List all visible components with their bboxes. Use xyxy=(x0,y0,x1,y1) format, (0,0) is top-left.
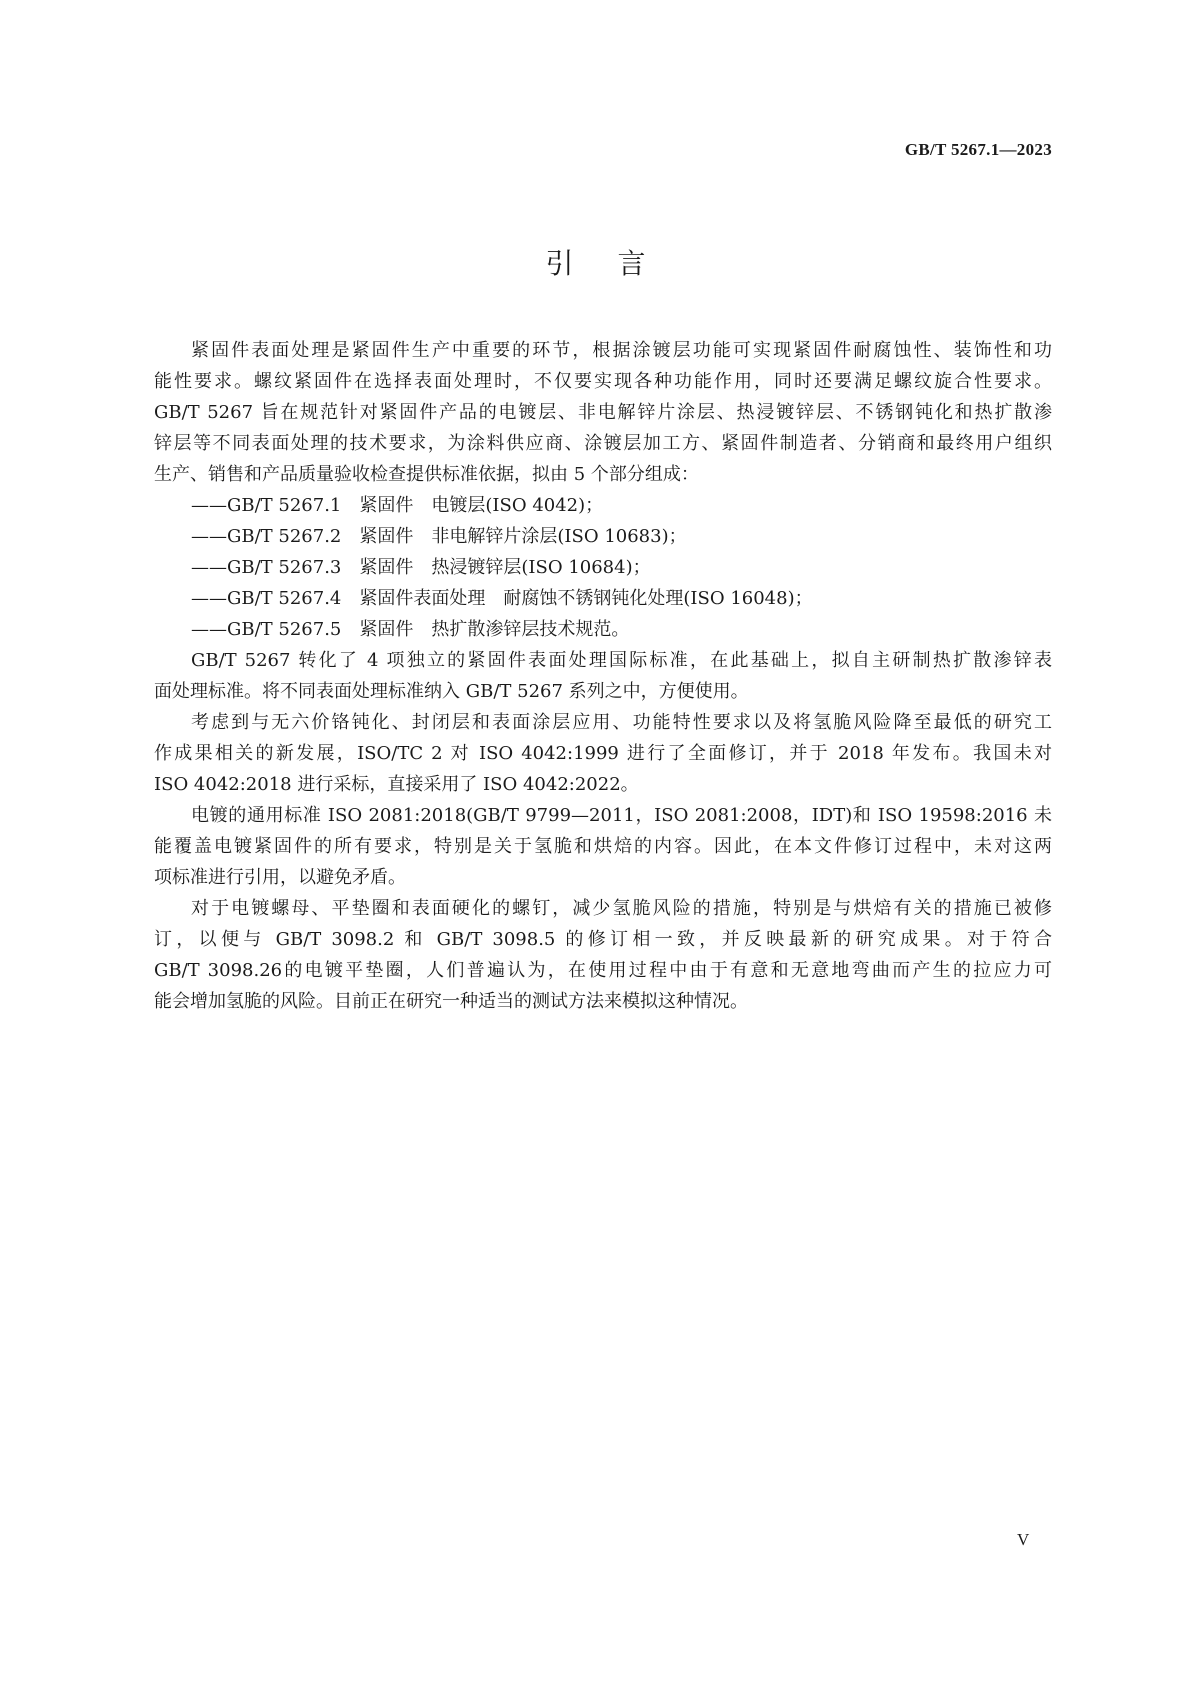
text-line: 订，以便与 GB/T 3098.2 和 GB/T 3098.5 的修订相一致，并反映最新的研究成果。对于符合 xyxy=(154,929,1052,950)
paragraph-revision xyxy=(154,707,1052,800)
intro-paragraph xyxy=(154,335,1052,490)
text-line: 对于电镀螺母、平垫圈和表面硬化的螺钉，减少氢脆风险的措施，特别是与烘焙有关的措施已被修 xyxy=(191,898,1052,919)
paragraph-conversion xyxy=(154,645,1052,707)
text-line: 作成果相关的新发展，ISO/TC 2 对 ISO 4042:1999 进行了全面修订，并于 2018 年发布。我国未对 xyxy=(154,743,1052,764)
text-line: 面处理标准。将不同表面处理标准纳入 GB/T 5267 系列之中，方便使用。 xyxy=(154,681,749,702)
paragraph-general-standards xyxy=(154,800,1052,893)
text-line: GB/T 3098.26的电镀平垫圈，人们普遍认为，在使用过程中由于有意和无意地弯曲而产生的拉应力可 xyxy=(154,960,1052,981)
text-line: 生产、销售和产品质量验收检查提供标准依据，拟由 5 个部分组成： xyxy=(154,464,699,485)
list-item: ——GB/T 5267.4 紧固件表面处理 耐腐蚀不锈钢钝化处理(ISO 16048)； xyxy=(191,588,813,609)
text-line: 电镀的通用标准 ISO 2081:2018(GB/T 9799—2011，ISO 2081:2008，IDT)和 ISO 19598:2016 未 xyxy=(191,805,1052,826)
standard-code-header: GB/T 5267.1—2023 xyxy=(904,140,1052,159)
text-line: 能覆盖电镀紧固件的所有要求，特别是关于氢脆和烘焙的内容。因此，在本文件修订过程中，未对这两 xyxy=(154,836,1052,857)
page-title: 引言 xyxy=(545,247,690,280)
paragraph-hydrogen-embrittlement xyxy=(154,893,1052,1017)
text-line: 锌层等不同表面处理的技术要求，为涂料供应商、涂镀层加工方、紧固件制造者、分销商和最终用户组织 xyxy=(154,433,1052,454)
document-body xyxy=(154,335,1052,1017)
text-line: 项标准进行引用，以避免矛盾。 xyxy=(154,867,406,888)
text-line: ISO 4042:2018 进行采标，直接采用了 ISO 4042:2022。 xyxy=(154,774,639,795)
list-item: ——GB/T 5267.1 紧固件 电镀层(ISO 4042)； xyxy=(191,495,604,516)
text-line: GB/T 5267 转化了 4 项独立的紧固件表面处理国际标准，在此基础上，拟自主研制热扩散渗锌表 xyxy=(191,650,1052,671)
list-item: ——GB/T 5267.3 紧固件 热浸镀锌层(ISO 10684)； xyxy=(191,557,651,578)
list-item: ——GB/T 5267.5 紧固件 热扩散渗锌层技术规范。 xyxy=(191,619,630,640)
parts-list xyxy=(154,490,1052,645)
text-line: 考虑到与无六价铬钝化、封闭层和表面涂层应用、功能特性要求以及将氢脆风险降至最低的研究工 xyxy=(191,712,1052,733)
text-line: 能性要求。螺纹紧固件在选择表面处理时，不仅要实现各种功能作用，同时还要满足螺纹旋合性要求。 xyxy=(154,371,1052,392)
page-number: V xyxy=(1017,1530,1030,1549)
list-item: ——GB/T 5267.2 紧固件 非电解锌片涂层(ISO 10683)； xyxy=(191,526,687,547)
text-line: 紧固件表面处理是紧固件生产中重要的环节，根据涂镀层功能可实现紧固件耐腐蚀性、装饰性和功 xyxy=(191,340,1052,361)
text-line: 能会增加氢脆的风险。目前正在研究一种适当的测试方法来模拟这种情况。 xyxy=(154,991,748,1012)
text-line: GB/T 5267 旨在规范针对紧固件产品的电镀层、非电解锌片涂层、热浸镀锌层、不锈钢钝化和热扩散渗 xyxy=(154,402,1052,423)
